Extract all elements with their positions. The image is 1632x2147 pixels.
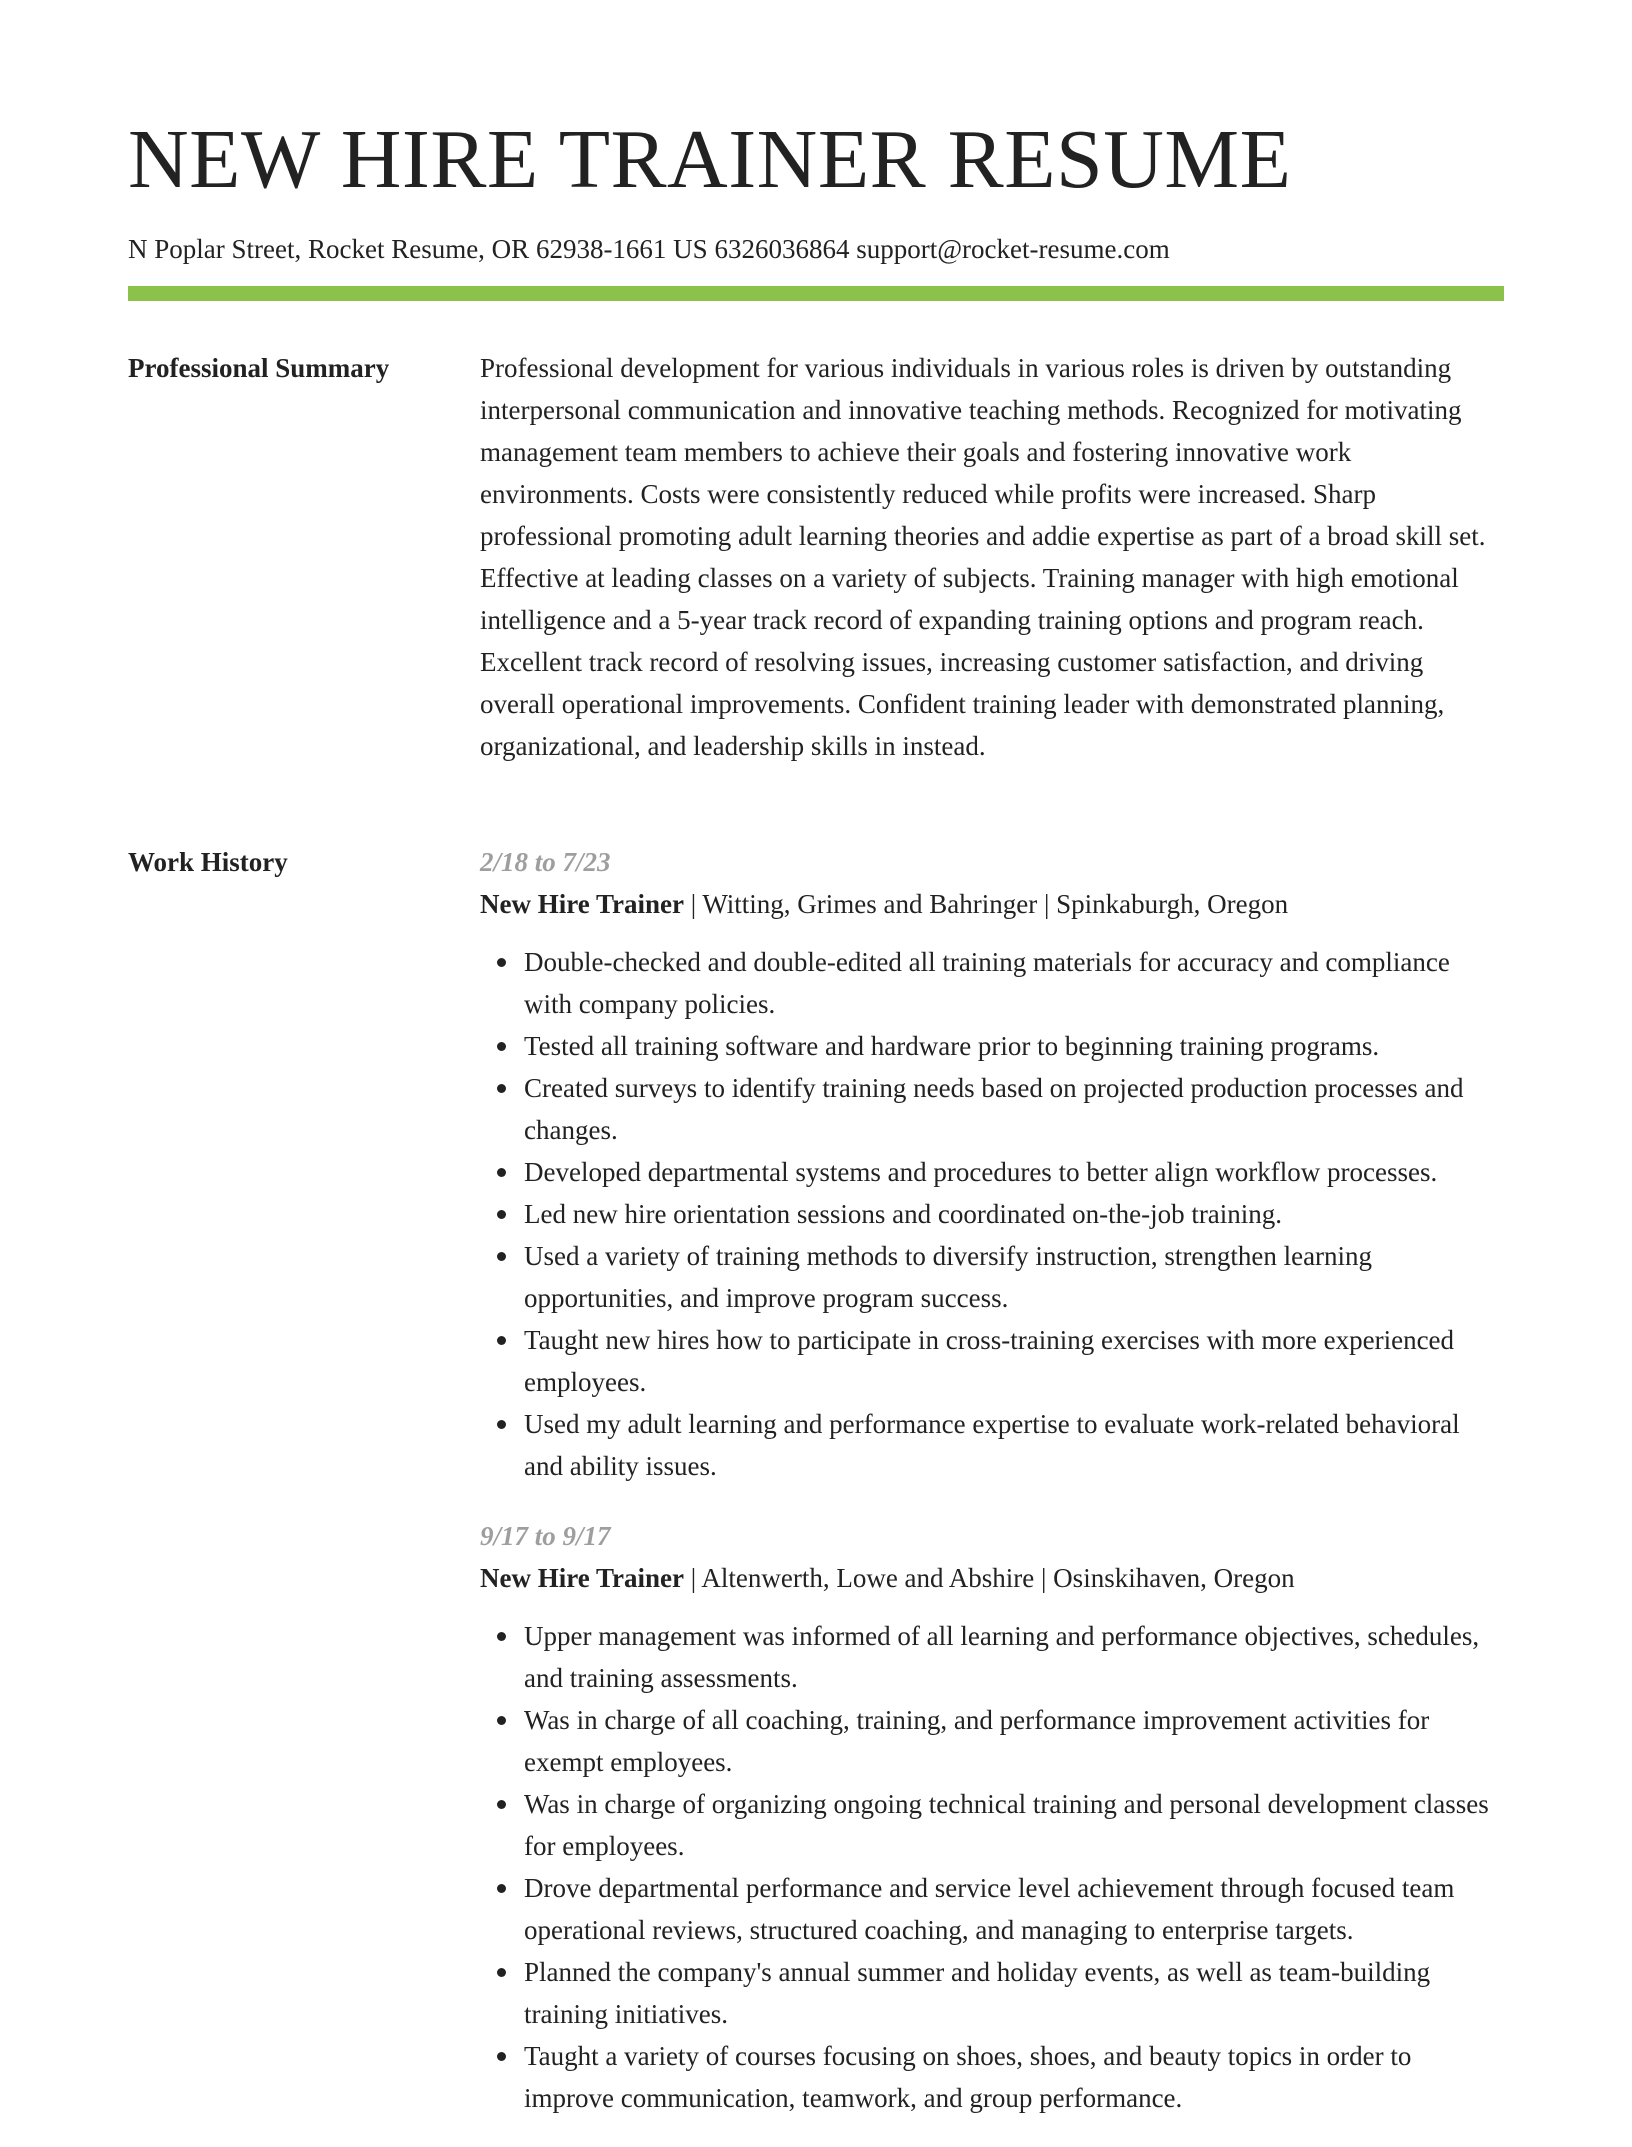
job-entry [480, 841, 1504, 1487]
job-title-line [480, 1557, 1504, 1599]
job-dates: 2/18 to 7/23 [480, 847, 611, 877]
job-title: New Hire Trainer [480, 889, 684, 919]
job-bullet: Double-checked and double-edited all training materials for accuracy and compliance with company policies. [524, 941, 1504, 1025]
job-bullet: Used a variety of training methods to diversify instruction, strengthen learning opportunities, and improve program success. [524, 1235, 1504, 1319]
job-dates: 9/17 to 9/17 [480, 1521, 611, 1551]
job-bullet: Was in charge of organizing ongoing technical training and personal development classes for employees. [524, 1783, 1504, 1867]
job-bullet: Created surveys to identify training needs based on projected production processes and changes. [524, 1067, 1504, 1151]
summary-text: Professional development for various individuals in various roles is driven by outstanding interpersonal communication and innovative teaching methods. Recognized for motivating management team members to achieve their goals and fostering innovative work environments. Costs were consistently reduced while profits were increased. Sharp professional promoting adult learning theories and addie expertise as part of a broad skill set. Effective at leading classes on a variety of subjects. Training manager with high emotional intelligence and a 5-year track record of expanding training options and program reach. Excellent track record of resolving issues, increasing customer satisfaction, and driving overall operational improvements. Confident training leader with demonstrated planning, organizational, and leadership skills in instead. [480, 353, 1486, 761]
summary-body [480, 347, 1504, 767]
job-bullet: Taught new hires how to participate in cross-training exercises with more experienced employees. [524, 1319, 1504, 1403]
job-entry [480, 1515, 1504, 2119]
job-bullet: Drove departmental performance and service level achievement through focused team operational reviews, structured coaching, and managing to enterprise targets. [524, 1867, 1504, 1951]
header-divider [128, 286, 1504, 301]
resume-title: NEW HIRE TRAINER RESUME [128, 113, 1292, 206]
job-title: New Hire Trainer [480, 1563, 684, 1593]
work-history-body [480, 841, 1504, 2147]
job-title-line [480, 883, 1504, 925]
job-bullet: Led new hire orientation sessions and coordinated on-the-job training. [524, 1193, 1504, 1235]
job-bullet: Tested all training software and hardware prior to beginning training programs. [524, 1025, 1504, 1067]
contact-line: N Poplar Street, Rocket Resume, OR 62938-1661 US 6326036864 support@rocket-resume.com [128, 234, 1170, 264]
job-bullet: Taught a variety of courses focusing on shoes, shoes, and beauty topics in order to improve communication, teamwork, and group performance. [524, 2035, 1504, 2119]
summary-heading: Professional Summary [128, 353, 390, 383]
job-bullet: Planned the company's annual summer and holiday events, as well as team-building training initiatives. [524, 1951, 1504, 2035]
job-bullet: Was in charge of all coaching, training, and performance improvement activities for exempt employees. [524, 1699, 1504, 1783]
job-bullet: Used my adult learning and performance expertise to evaluate work-related behavioral and ability issues. [524, 1403, 1504, 1487]
job-bullet: Upper management was informed of all learning and performance objectives, schedules, and training assessments. [524, 1615, 1504, 1699]
job-employer-location: | Witting, Grimes and Bahringer | Spinkaburgh, Oregon [683, 889, 1289, 919]
job-employer-location: | Altenwerth, Lowe and Abshire | Osinskihaven, Oregon [683, 1563, 1295, 1593]
work-history-heading: Work History [128, 847, 288, 877]
job-bullets [480, 1615, 1504, 2119]
job-bullet: Developed departmental systems and procedures to better align workflow processes. [524, 1151, 1504, 1193]
job-bullets [480, 941, 1504, 1487]
